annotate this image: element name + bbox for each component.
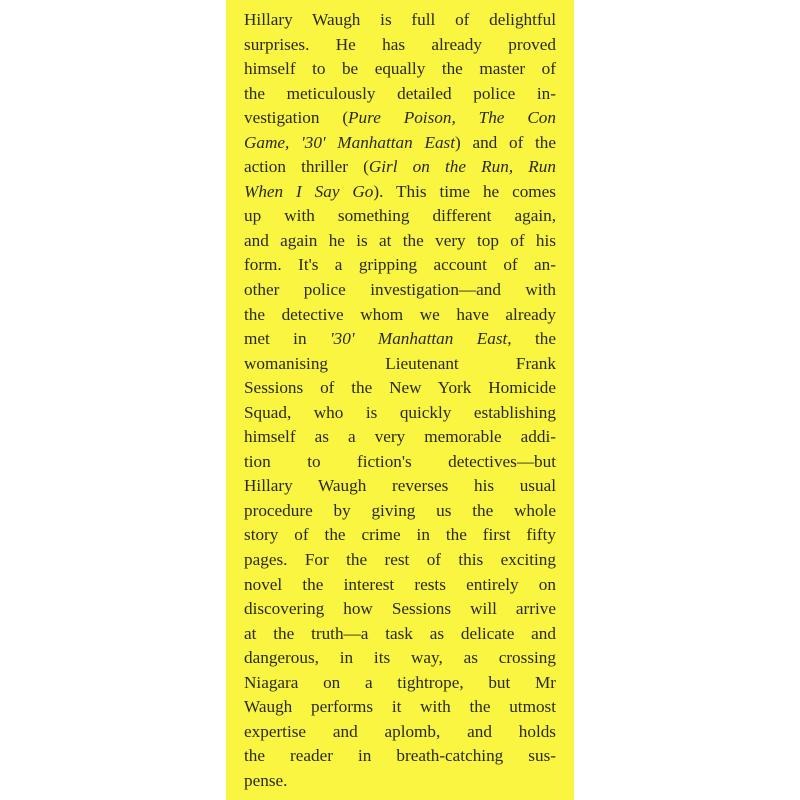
text-line — [244, 8, 556, 33]
line-text: pages. For the rest of this exciting — [244, 550, 556, 570]
line-text: story of the crime in the first fifty — [244, 525, 556, 545]
line-text: novel the interest rests entirely on — [244, 574, 556, 594]
line-text: met in — [244, 329, 330, 349]
line-text: Hillary Waugh reverses his usual — [244, 476, 556, 496]
text-line — [244, 33, 556, 58]
line-text: discovering how Sessions will arrive — [244, 599, 556, 619]
text-line — [244, 131, 556, 156]
text-line — [244, 523, 556, 548]
italic-title-text: When I Say Go — [244, 181, 374, 201]
line-text: himself as a very memorable addi- — [244, 427, 556, 447]
text-line — [244, 474, 556, 499]
line-text: pense. — [244, 770, 288, 790]
yellow-blurb-panel — [226, 0, 574, 800]
line-text: action thriller ( — [244, 157, 369, 177]
text-line — [244, 155, 556, 180]
line-text: tion to fiction's detectives—but — [244, 451, 556, 471]
text-line — [244, 744, 556, 769]
text-line — [244, 695, 556, 720]
text-line — [244, 671, 556, 696]
text-line — [244, 597, 556, 622]
line-text: , the — [507, 329, 556, 349]
text-line — [244, 376, 556, 401]
text-line — [244, 278, 556, 303]
line-text: Squad, who is quickly establishing — [244, 402, 556, 422]
text-line — [244, 303, 556, 328]
text-line — [244, 548, 556, 573]
italic-title-text: Girl on the Run, Run — [368, 157, 556, 177]
blurb-text — [244, 8, 556, 794]
line-text: up with something different again, — [244, 206, 556, 226]
line-text: expertise and aplomb, and holds — [244, 721, 556, 741]
text-line — [244, 646, 556, 671]
text-line — [244, 229, 556, 254]
line-text: Hillary Waugh is full of delightful — [244, 10, 556, 29]
text-line — [244, 327, 556, 352]
line-text: ) and of the — [455, 132, 556, 152]
text-line — [244, 204, 556, 229]
line-text: Waugh performs it with the utmost — [244, 697, 556, 717]
line-text: other police investigation—and with — [244, 280, 556, 300]
text-line — [244, 401, 556, 426]
text-line — [244, 573, 556, 598]
text-line — [244, 769, 556, 794]
line-text: form. It's a gripping account of an- — [244, 255, 556, 275]
italic-title-text: '30' Manhattan East — [329, 329, 508, 349]
text-line — [244, 450, 556, 475]
text-line — [244, 499, 556, 524]
text-line — [244, 253, 556, 278]
text-line — [244, 622, 556, 647]
line-text: the meticulously detailed police in- — [244, 83, 556, 103]
text-line — [244, 82, 556, 107]
line-text: himself to be equally the master of — [244, 59, 556, 79]
text-line — [244, 106, 556, 131]
line-text: at the truth—a task as delicate and — [244, 623, 556, 643]
italic-title-text: Game, '30' Manhattan East — [244, 132, 456, 152]
italic-title-text: Pure Poison, The Con — [348, 108, 556, 128]
text-line — [244, 425, 556, 450]
line-text: dangerous, in its way, as crossing — [244, 648, 556, 668]
line-text: and again he is at the very top of his — [244, 230, 556, 250]
line-text: the detective whom we have already — [244, 304, 556, 324]
line-text: womanising Lieutenant Frank — [244, 353, 556, 373]
text-line — [244, 720, 556, 745]
line-text: Niagara on a tightrope, but Mr — [244, 672, 556, 692]
line-text: vestigation ( — [244, 108, 349, 128]
line-text: the reader in breath-catching sus- — [244, 746, 556, 766]
line-text: procedure by giving us the whole — [244, 500, 556, 520]
line-text: ). This time he comes — [373, 181, 556, 201]
text-line — [244, 180, 556, 205]
text-line — [244, 57, 556, 82]
line-text: surprises. He has already proved — [244, 34, 556, 54]
text-line — [244, 352, 556, 377]
line-text: Sessions of the New York Homicide — [244, 378, 556, 398]
